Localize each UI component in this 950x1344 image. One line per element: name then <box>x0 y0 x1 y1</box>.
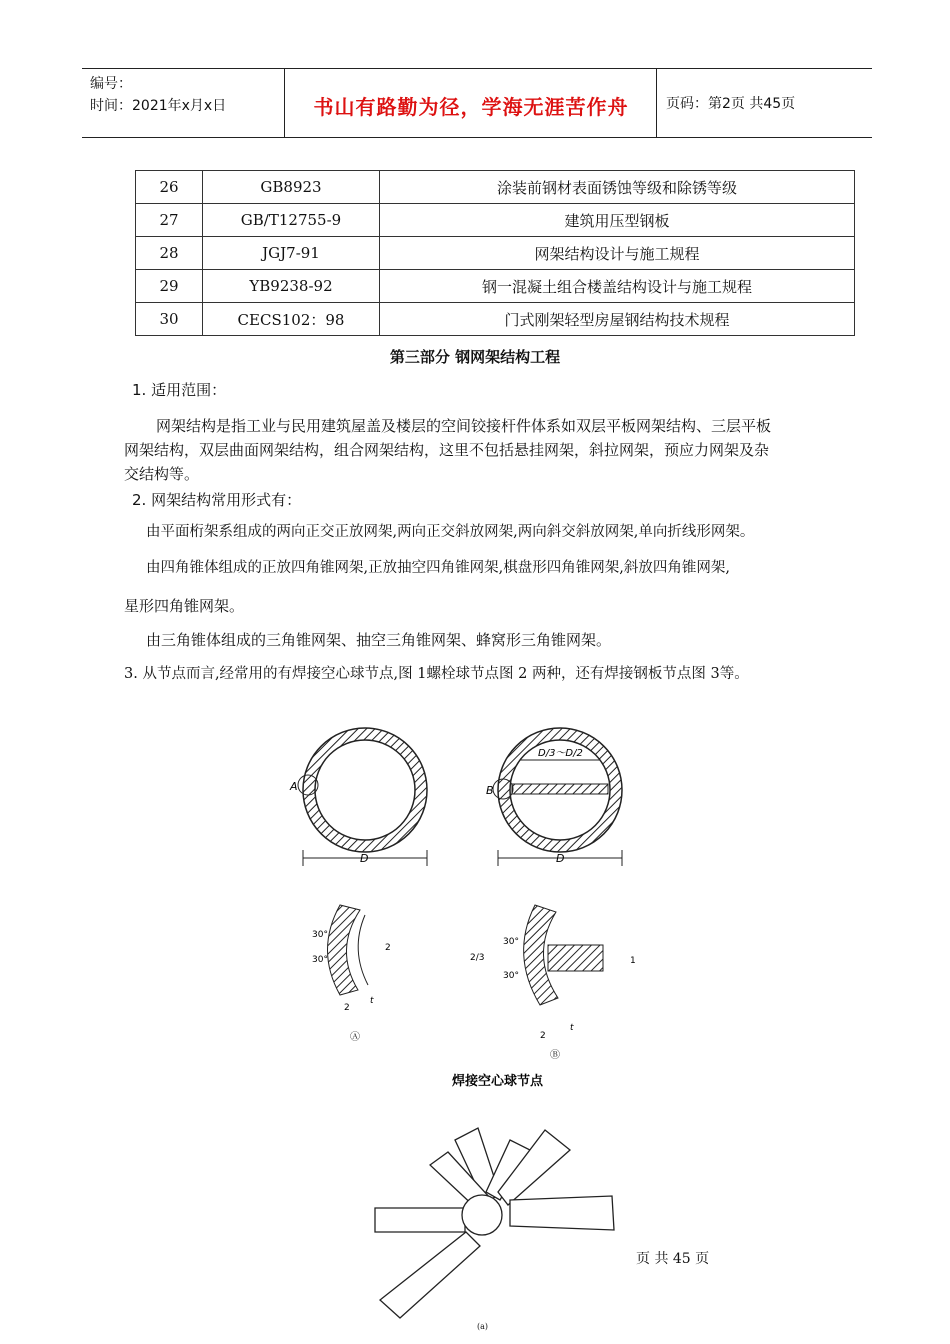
footer-pages: 页 共 45 页 <box>636 1251 710 1267</box>
forms-text-3: 星形四角锥网架。 <box>124 597 245 615</box>
header-motto: 书山有路勤为径，学海无涯苦作舟 <box>313 95 629 119</box>
table-cell-name: 钢一混凝土组合楼盖结构设计与施工规程 <box>380 270 855 303</box>
num2-b: 2 <box>540 1031 546 1041</box>
table-cell-code: JGJ7-91 <box>203 237 380 270</box>
table-cell-name: 建筑用压型钢板 <box>380 204 855 237</box>
weld-detail-a <box>312 905 391 1043</box>
label-a: A <box>290 780 298 793</box>
scope-text-3: 交结构等。 <box>124 465 200 483</box>
section-title: 第三部分 钢网架结构工程 <box>389 348 561 366</box>
bottom-mark: (a) <box>477 1322 489 1331</box>
table-cell-no: 27 <box>136 204 203 237</box>
forms-text-4: 由三角锥体组成的三角锥网架、抽空三角锥网架、蜂窝形三角锥网架。 <box>146 631 612 649</box>
circle-b: Ⓑ <box>550 1050 560 1061</box>
scope-text-1: 网架结构是指工业与民用建筑屋盖及楼层的空间铰接杆件体系如双层平板网架结构、三层平板 <box>156 417 772 435</box>
page-number: 页码：第2页 共45页 <box>666 96 796 112</box>
hollow-sphere-b <box>486 728 622 866</box>
t-a: t <box>370 996 374 1006</box>
nodes-text: 3. 从节点而言,经常用的有焊接空心球节点,图 1螺栓球节点图 2 两种，还有焊接钢板节点图 3等。 <box>124 666 749 682</box>
label-d3: D/3～D/2 <box>538 748 583 759</box>
num2-a: 2 <box>385 943 391 953</box>
deg30-a1: 30° <box>312 930 328 940</box>
bolt-ball-joint <box>375 1128 614 1318</box>
deg30-b1: 30° <box>503 937 519 947</box>
label-d-b: D <box>556 852 565 865</box>
weld-detail-b <box>470 905 636 1061</box>
table-cell-name: 涂装前钢材表面锈蚀等级和除锈等级 <box>380 171 855 204</box>
table-cell-name: 网架结构设计与施工规程 <box>380 237 855 270</box>
table-cell-code: GB/T12755-9 <box>203 204 380 237</box>
table-cell-code: CECS102：98 <box>203 303 380 336</box>
table-cell-no: 30 <box>136 303 203 336</box>
figure-caption: 焊接空心球节点 <box>452 1074 544 1089</box>
circle-a: Ⓐ <box>350 1032 360 1043</box>
table-cell-no: 26 <box>136 171 203 204</box>
table-cell-name: 门式刚架轻型房屋钢结构技术规程 <box>380 303 855 336</box>
table-cell-no: 29 <box>136 270 203 303</box>
deg30-a2: 30° <box>312 955 328 965</box>
heading-scope: 1. 适用范围： <box>132 381 227 399</box>
table-cell-code: YB9238-92 <box>203 270 380 303</box>
deg30-b2: 30° <box>503 971 519 981</box>
forms-text-1: 由平面桁架系组成的两向正交正放网架,两向正交斜放网架,两向斜交斜放网架,单向折线形网架。 <box>146 524 755 540</box>
num23-b: 2/3 <box>470 953 485 963</box>
label-b: B <box>486 784 494 797</box>
num1-b: 1 <box>630 956 636 966</box>
num2-a2: 2 <box>344 1003 350 1013</box>
scope-text-2: 网架结构，双层曲面网架结构，组合网架结构，这里不包括悬挂网架，斜拉网架，预应力网架及杂 <box>124 441 770 459</box>
forms-text-2: 由四角锥体组成的正放四角锥网架,正放抽空四角锥网架,棋盘形四角锥网架,斜放四角锥网架, <box>146 560 730 576</box>
table-cell-code: GB8923 <box>203 171 380 204</box>
number-label: 编号： <box>90 76 132 92</box>
label-d-a: D <box>360 852 369 865</box>
t-b: t <box>570 1023 574 1033</box>
time-label: 时间：2021年x月x日 <box>90 98 227 114</box>
table-cell-no: 28 <box>136 237 203 270</box>
hollow-sphere-a <box>289 728 427 866</box>
heading-forms: 2. 网架结构常用形式有： <box>132 491 302 509</box>
